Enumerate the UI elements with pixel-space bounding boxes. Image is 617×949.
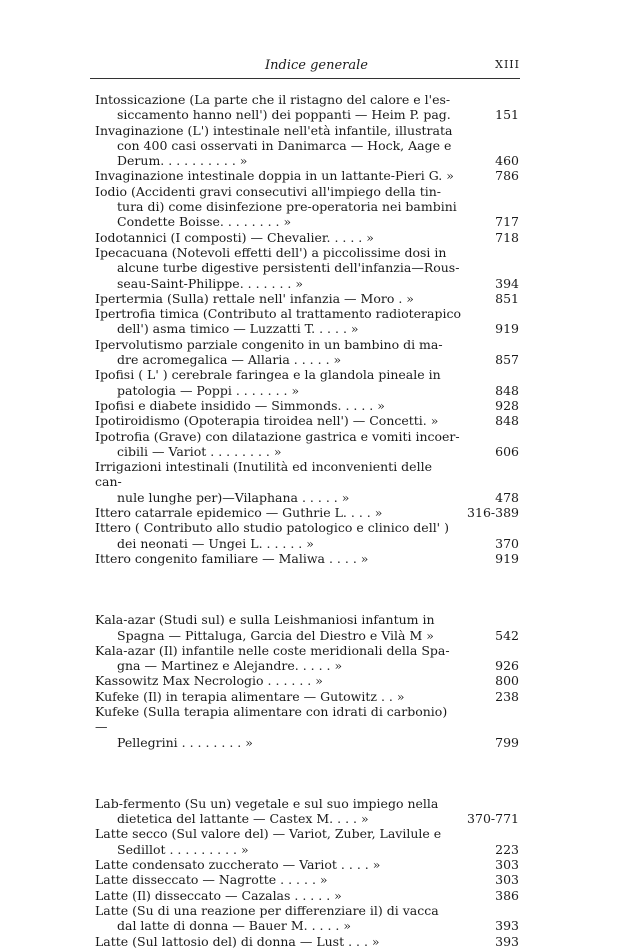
index-entry	[95, 230, 519, 245]
entry-line: Ittero ( Contributo allo studio patologico e clinico dell' )	[95, 520, 449, 536]
entry-line: Pellegrini . . . . . . . . »	[117, 734, 253, 750]
entry-line: Irrigazioni intestinali (Inutilità ed inconvenienti delle can-	[95, 459, 432, 490]
entry-line: Iodotannici (I composti) — Chevalier. . . . . »	[95, 229, 374, 245]
entry-line: Latte disseccato — Nagrotte . . . . . »	[95, 872, 328, 888]
entry-page-number: 848	[495, 413, 519, 429]
entry-line: Ipertrofia timica (Contributo al trattamento radioterapico	[95, 306, 462, 322]
entry-page-number: 223	[495, 841, 519, 857]
entry-page-number: 303	[495, 857, 519, 873]
entry-page-number: 238	[495, 688, 519, 704]
index-body	[95, 92, 519, 949]
index-entry	[95, 123, 519, 169]
entry-page-number: 478	[495, 489, 519, 505]
index-entry	[95, 888, 519, 903]
entry-page-number: 386	[495, 887, 519, 903]
entry-line: Invaginazione (L') intestinale nell'età infantile, illustrata	[95, 122, 453, 138]
entry-line: Derum. . . . . . . . . . »	[117, 153, 248, 169]
entry-line: nule lunghe per)—Vilaphana . . . . . »	[117, 489, 350, 505]
entry-line: tura di) come disinfezione pre-operatoria nei bambini	[117, 199, 457, 215]
entry-line: Ipertermia (Sulla) rettale nell' infanzia — Moro . »	[95, 290, 414, 306]
entry-page-number: 857	[495, 352, 519, 368]
header-rule	[90, 78, 520, 79]
entry-line: dietetica del lattante — Castex M. . . . »	[117, 811, 369, 827]
index-entry	[95, 505, 519, 520]
entry-page-number: 919	[495, 321, 519, 337]
index-entry	[95, 872, 519, 887]
index-entry	[95, 413, 519, 428]
entry-line: Kala-azar (Il) infantile nelle coste meridionali della Spa-	[95, 642, 450, 658]
header-title: Indice generale	[265, 58, 368, 73]
entry-line: Lab-fermento (Su un) vegetale e sul suo impiego nella	[95, 795, 439, 811]
entry-page-number: 851	[495, 290, 519, 306]
entry-line: Latte (Sul lattosio del) di donna — Lust . . . »	[95, 933, 380, 949]
index-entry	[95, 245, 519, 291]
entry-line: Ittero catarrale epidemico — Guthrie L. . . . »	[95, 505, 383, 521]
entry-page-number: 393	[495, 933, 519, 949]
entry-line: Kufeke (Il) in terapia alimentare — Gutowitz . . »	[95, 688, 405, 704]
index-entry	[95, 291, 519, 306]
index-entry	[95, 429, 519, 460]
entry-line: Invaginazione intestinale doppia in un lattante-Pieri G. »	[95, 168, 454, 184]
index-entry	[95, 337, 519, 368]
index-entry	[95, 306, 519, 337]
entry-line: Ipecacuana (Notevoli effetti dell') a piccolissime dosi in	[95, 244, 447, 260]
entry-line: seau-Saint-Philippe. . . . . . . »	[117, 275, 303, 291]
index-entry	[95, 857, 519, 872]
index-section-k	[95, 612, 519, 750]
entry-page-number: 786	[495, 168, 519, 184]
entry-line: con 400 casi osservati in Danimarca — Hock, Aage e	[117, 137, 452, 153]
entry-line: Iodio (Accidenti gravi consecutivi all'impiego della tin-	[95, 183, 442, 199]
entry-page-number: 928	[495, 397, 519, 413]
index-entry	[95, 92, 519, 123]
index-entry	[95, 612, 519, 643]
index-entry	[95, 551, 519, 566]
index-entry	[95, 459, 519, 505]
index-section-i	[95, 92, 519, 566]
entry-page-number: 393	[495, 918, 519, 934]
index-entry	[95, 704, 519, 750]
index-entry	[95, 796, 519, 827]
entry-line: Kufeke (Sulla terapia alimentare con idrati di carbonio) —	[95, 703, 448, 735]
entry-line: Latte condensato zuccherato — Variot . . . . »	[95, 857, 381, 873]
entry-line: dre acromegalica — Allaria . . . . . »	[117, 352, 342, 368]
entry-line: Condette Boisse. . . . . . . . »	[117, 214, 292, 230]
index-entry	[95, 934, 519, 949]
index-entry	[95, 826, 519, 857]
entry-page-number: 316-389	[467, 505, 519, 521]
entry-line: patologia — Poppi . . . . . . . »	[117, 382, 300, 398]
entry-page-number: 800	[495, 673, 519, 689]
entry-page-number: 303	[495, 872, 519, 888]
index-entry	[95, 520, 519, 551]
index-entry	[95, 673, 519, 688]
entry-line: Latte secco (Sul valore del) — Variot, Zuber, Lavilule e	[95, 826, 442, 842]
entry-line: Ittero congenito familiare — Maliwa . . . . »	[95, 550, 369, 566]
entry-page-number: 799	[495, 734, 519, 750]
entry-page-number: 718	[495, 229, 519, 245]
entry-line: Latte (Su di una reazione per differenziare il) di vacca	[95, 902, 439, 918]
entry-page-number: 919	[495, 550, 519, 566]
entry-line: Intossicazione (La parte che il ristagno del calore e l'es-	[95, 92, 451, 107]
index-entry	[95, 689, 519, 704]
entry-page-number: 717	[495, 214, 519, 230]
entry-page-number: 926	[495, 658, 519, 674]
entry-line: alcune turbe digestive persistenti dell'infanzia—Rous-	[117, 260, 460, 276]
entry-page-number: 606	[495, 443, 519, 459]
entry-line: gna — Martinez e Alejandre. . . . . »	[117, 658, 343, 674]
entry-line: Latte (Il) disseccato — Cazalas . . . . . »	[95, 887, 342, 903]
entry-page-number: 151	[495, 107, 519, 123]
entry-line: Ipofisi e diabete insidido — Simmonds. . . . . »	[95, 397, 385, 413]
entry-line: Kala-azar (Studi sul) e sulla Leishmaniosi infantum in	[95, 612, 435, 628]
section-gap	[95, 750, 519, 796]
entry-line: dei neonati — Ungei L. . . . . . »	[117, 535, 314, 551]
entry-page-number: 460	[495, 153, 519, 169]
header-page-number: XIII	[495, 58, 520, 71]
entry-line: Ipervolutismo parziale congenito in un bambino di ma-	[95, 336, 443, 352]
section-gap	[95, 566, 519, 612]
index-entry	[95, 398, 519, 413]
entry-line: Sedillot . . . . . . . . . »	[117, 841, 249, 857]
entry-page-number: 848	[495, 382, 519, 398]
entry-page-number: 542	[495, 627, 519, 643]
entry-line: Ipotrofia (Grave) con dilatazione gastrica e vomiti incoer-	[95, 428, 460, 444]
entry-page-number: 394	[495, 275, 519, 291]
entry-page-number: 370	[495, 535, 519, 551]
entry-line: Ipotiroidismo (Opoterapia tiroidea nell') — Concetti. »	[95, 413, 439, 429]
index-entry	[95, 184, 519, 230]
entry-line: siccamento hanno nell') dei poppanti — Heim P. pag.	[117, 107, 451, 123]
index-entry	[95, 643, 519, 674]
entry-page-number: 370-771	[467, 811, 519, 827]
entry-line: Ipofisi ( L' ) cerebrale faringea e la glandola pineale in	[95, 367, 441, 383]
index-section-l	[95, 796, 519, 949]
entry-line: cibili — Variot . . . . . . . . »	[117, 443, 282, 459]
index-entry	[95, 168, 519, 183]
running-header	[90, 58, 520, 78]
index-entry	[95, 903, 519, 934]
entry-line: Spagna — Pittaluga, Garcia del Diestro e Vilà M »	[117, 627, 434, 643]
entry-line: Kassowitz Max Necrologio . . . . . . »	[95, 673, 323, 689]
entry-line: dell') asma timico — Luzzatti T. . . . . »	[117, 321, 359, 337]
entry-line: dal latte di donna — Bauer M. . . . . »	[117, 918, 352, 934]
index-entry	[95, 367, 519, 398]
